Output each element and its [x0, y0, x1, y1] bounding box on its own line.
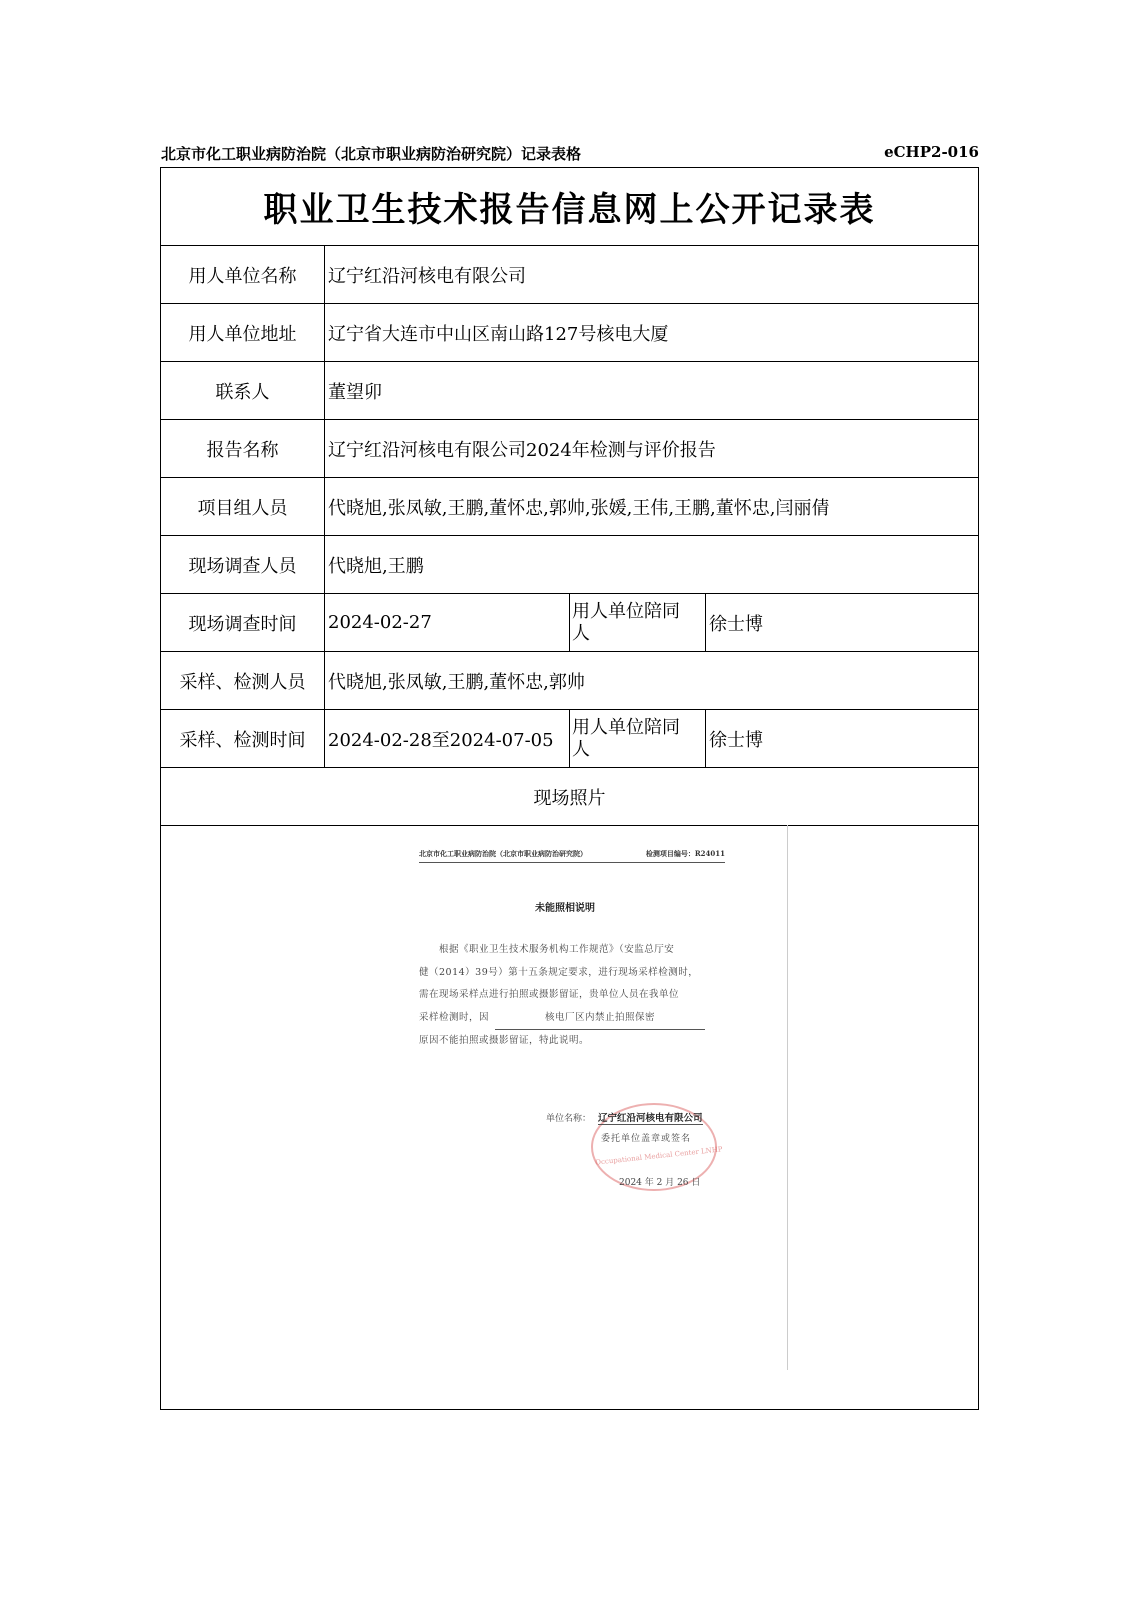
- scan-header-right: 检测项目编号：R24011: [645, 849, 725, 858]
- value-team-members: 代晓旭,张凤敏,王鹏,董怀忠,郭帅,张媛,王伟,王鹏,董怀忠,闫丽倩: [328, 497, 830, 519]
- scan-seal-note: 委托单位盖章或签名: [601, 1134, 692, 1144]
- label-survey-staff: 现场调查人员: [161, 536, 325, 593]
- label-survey-companion-line1: 用人单位陪同: [572, 600, 680, 622]
- label-report-name: 报告名称: [161, 420, 325, 477]
- scan-unit-label: 单位名称：: [546, 1114, 592, 1124]
- form-title: 职业卫生技术报告信息网上公开记录表: [161, 168, 978, 246]
- label-employer-name: 用人单位名称: [161, 246, 325, 303]
- scan-para-line3: 需在现场采样点进行拍照或摄影留证，贵单位人员在我单位: [419, 989, 680, 1000]
- scan-para-line1: 根据《职业卫生技术服务机构工作规范》（安监总厅安: [439, 944, 675, 955]
- scan-body: [419, 939, 719, 1053]
- scan-edge-line: [787, 825, 788, 1370]
- value-sampling-companion: 徐士博: [709, 729, 763, 751]
- row-contact: [161, 362, 978, 420]
- row-employer-name: [161, 246, 978, 304]
- scan-para-line4-prefix: 采样检测时，因: [419, 1011, 490, 1023]
- label-sampling-companion-line2: 人: [572, 738, 590, 760]
- label-sampling-companion: [570, 710, 706, 767]
- form-header: [161, 143, 979, 167]
- value-employer-address: 辽宁省大连市中山区南山路127号核电大厦: [328, 323, 669, 345]
- value-contact: 董望卯: [328, 381, 382, 403]
- scan-para-line4: [419, 1007, 719, 1031]
- record-form: [160, 167, 979, 1410]
- row-sampling-staff: [161, 652, 978, 710]
- row-team-members: [161, 478, 978, 536]
- organization-name: 北京市化工职业病防治院（北京市职业病防治研究院）记录表格: [161, 145, 582, 163]
- scan-title: 未能照相说明: [535, 903, 595, 914]
- label-sampling-companion-line1: 用人单位陪同: [572, 716, 680, 738]
- row-employer-address: [161, 304, 978, 362]
- row-sampling-time: [161, 710, 978, 768]
- value-sampling-staff: 代晓旭,张凤敏,王鹏,董怀忠,郭帅: [328, 671, 585, 693]
- label-employer-address: 用人单位地址: [161, 304, 325, 361]
- form-code: eCHP2-016: [884, 143, 979, 161]
- value-survey-staff: 代晓旭,王鹏: [328, 555, 424, 577]
- scan-header: [419, 849, 725, 863]
- label-contact: 联系人: [161, 362, 325, 419]
- label-survey-time: 现场调查时间: [161, 594, 325, 651]
- scanned-statement: [161, 825, 947, 1373]
- label-sampling-staff: 采样、检测人员: [161, 652, 325, 709]
- row-survey-staff: [161, 536, 978, 594]
- label-sampling-time: 采样、检测时间: [161, 710, 325, 767]
- value-sampling-time: 2024-02-28至2024-07-05: [325, 710, 570, 767]
- photo-section-label: 现场照片: [161, 768, 978, 826]
- value-report-name: 辽宁红沿河核电有限公司2024年检测与评价报告: [328, 439, 716, 461]
- scan-header-left: 北京市化工职业病防治院（北京市职业病防治研究院）: [419, 849, 587, 858]
- scan-unit-name: 辽宁红沿河核电有限公司: [598, 1110, 703, 1125]
- seal-text: Occupational Medical Center LNHP: [594, 1145, 723, 1167]
- label-survey-companion: [570, 594, 706, 651]
- value-survey-time: 2024-02-27: [325, 594, 570, 651]
- scan-date: 2024 年 2 月 26 日: [619, 1178, 701, 1188]
- label-team-members: 项目组人员: [161, 478, 325, 535]
- value-survey-companion: 徐士博: [709, 613, 763, 635]
- photo-section: [161, 825, 978, 1409]
- row-survey-time: [161, 594, 978, 652]
- scan-para-line2: 健（2014）39号）第十五条规定要求，进行现场采样检测时，: [419, 966, 699, 978]
- scan-reason: 核电厂区内禁止拍照保密: [495, 1007, 705, 1031]
- label-survey-companion-line2: 人: [572, 622, 590, 644]
- value-employer-name: 辽宁红沿河核电有限公司: [328, 265, 526, 287]
- scan-para-line5: 原因不能拍照或摄影留证，特此说明。: [419, 1035, 590, 1046]
- row-report-name: [161, 420, 978, 478]
